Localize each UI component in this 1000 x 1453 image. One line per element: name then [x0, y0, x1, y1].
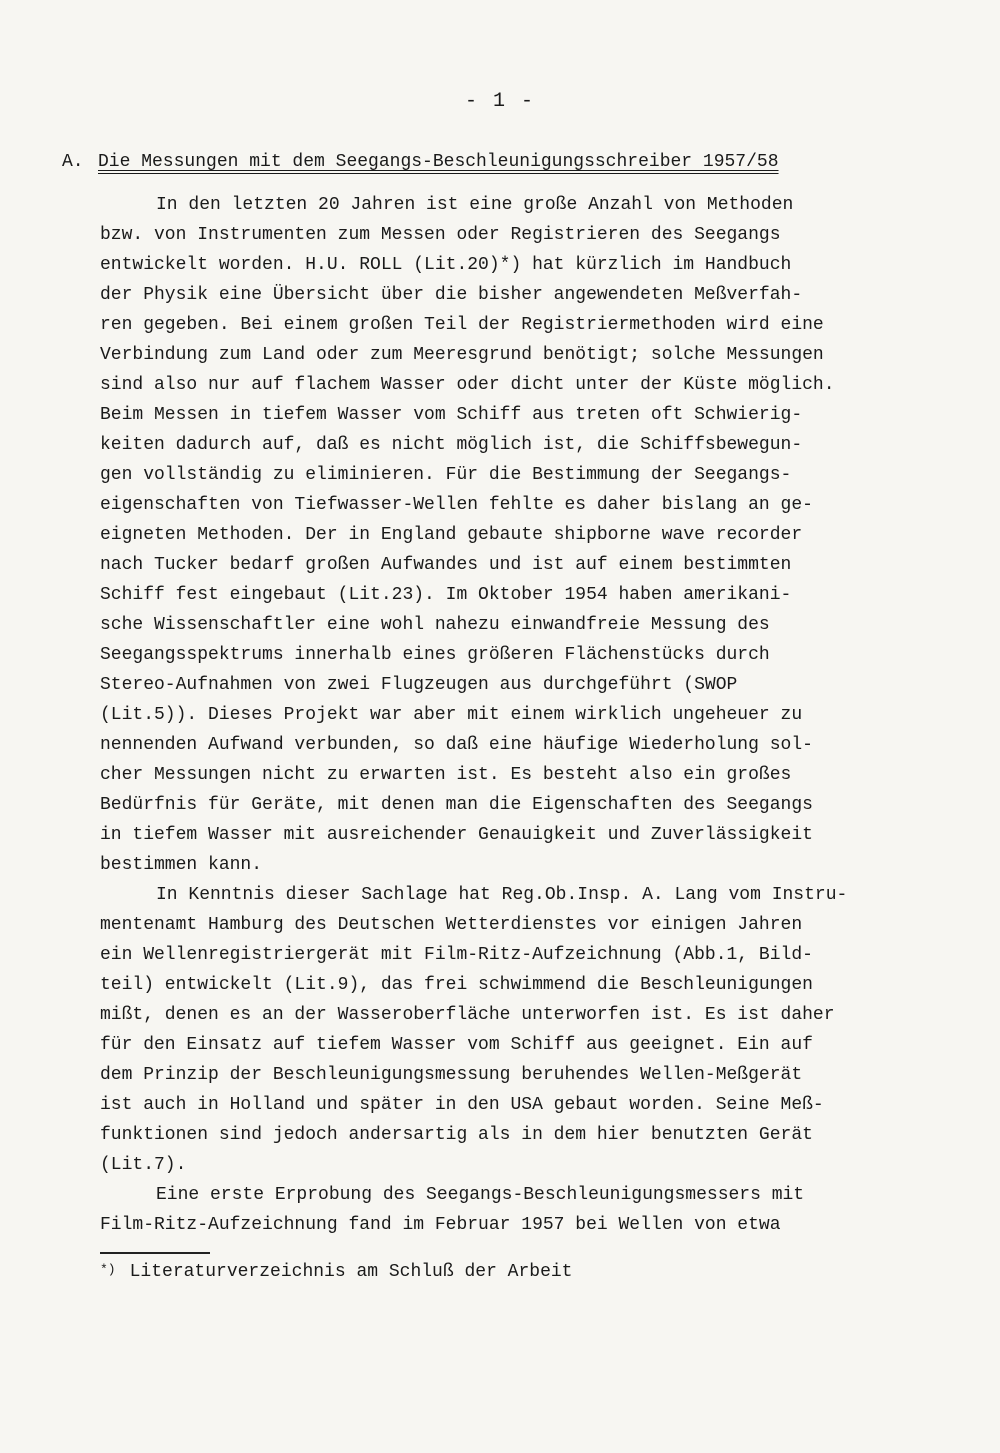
- text-line: keiten dadurch auf, daß es nicht möglich ist, die Schiffsbewegun-: [100, 435, 803, 455]
- body-text: [100, 190, 860, 1240]
- text-line: In den letzten 20 Jahren ist eine große Anzahl von Methoden: [156, 195, 794, 215]
- footnote-text: Literaturverzeichnis am Schluß der Arbeit: [129, 1262, 573, 1282]
- text-line: Stereo-Aufnahmen von zwei Flugzeugen aus durchgeführt (SWOP: [100, 675, 738, 695]
- text-line: (Lit.5)). Dieses Projekt war aber mit einem wirklich ungeheuer zu: [100, 705, 803, 725]
- paragraph: [100, 880, 860, 1180]
- text-line: Beim Messen in tiefem Wasser vom Schiff aus treten oft Schwierig-: [100, 405, 803, 425]
- text-line: eigneten Methoden. Der in England gebaute shipborne wave recorder: [100, 525, 803, 545]
- text-line: nach Tucker bedarf großen Aufwandes und ist auf einem bestimmten: [100, 555, 792, 575]
- text-line: bestimmen kann.: [100, 855, 263, 875]
- text-line: eigenschaften von Tiefwasser-Wellen fehlte es daher bislang an ge-: [100, 495, 813, 515]
- text-line: funktionen sind jedoch andersartig als in dem hier benutzten Gerät: [100, 1125, 813, 1145]
- footnote: [100, 1262, 572, 1282]
- text-line: bzw. von Instrumenten zum Messen oder Registrieren des Seegangs: [100, 225, 781, 245]
- paragraph: [100, 190, 860, 880]
- text-line: mentenamt Hamburg des Deutschen Wetterdienstes vor einigen Jahren: [100, 915, 803, 935]
- text-line: dem Prinzip der Beschleunigungsmessung beruhendes Wellen-Meßgerät: [100, 1065, 803, 1085]
- text-line: ren gegeben. Bei einem großen Teil der Registriermethoden wird eine: [100, 315, 824, 335]
- text-line: sind also nur auf flachem Wasser oder dicht unter der Küste möglich.: [100, 375, 835, 395]
- text-line: Schiff fest eingebaut (Lit.23). Im Oktober 1954 haben amerikani-: [100, 585, 792, 605]
- text-line: Eine erste Erprobung des Seegangs-Beschleunigungsmessers mit: [156, 1185, 805, 1205]
- text-line: der Physik eine Übersicht über die bisher angewendeten Meßverfah-: [100, 285, 803, 305]
- section-letter: A.: [62, 152, 84, 172]
- text-line: Verbindung zum Land oder zum Meeresgrund benötigt; solche Messungen: [100, 345, 824, 365]
- text-line: gen vollständig zu eliminieren. Für die Bestimmung der Seegangs-: [100, 465, 792, 485]
- text-line: Seegangsspektrums innerhalb eines größeren Flächenstücks durch: [100, 645, 770, 665]
- paragraph: [100, 1180, 860, 1240]
- text-line: sche Wissenschaftler eine wohl nahezu einwandfreie Messung des: [100, 615, 770, 635]
- page-number: - 1 -: [464, 90, 535, 113]
- section-title: Die Messungen mit dem Seegangs-Beschleunigungsschreiber 1957/58: [98, 152, 779, 172]
- text-line: entwickelt worden. H.U. ROLL (Lit.20)*) hat kürzlich im Handbuch: [100, 255, 792, 275]
- text-line: nennenden Aufwand verbunden, so daß eine häufige Wiederholung sol-: [100, 735, 813, 755]
- text-line: für den Einsatz auf tiefem Wasser vom Schiff aus geeignet. Ein auf: [100, 1035, 813, 1055]
- text-line: mißt, denen es an der Wasseroberfläche unterworfen ist. Es ist daher: [100, 1005, 835, 1025]
- text-line: In Kenntnis dieser Sachlage hat Reg.Ob.Insp. A. Lang vom Instru-: [156, 885, 848, 905]
- section-heading: [62, 152, 779, 172]
- text-line: in tiefem Wasser mit ausreichender Genauigkeit und Zuverlässigkeit: [100, 825, 813, 845]
- text-line: (Lit.7).: [100, 1155, 187, 1175]
- text-line: ist auch in Holland und später in den USA gebaut worden. Seine Meß-: [100, 1095, 824, 1115]
- footnote-divider: [100, 1252, 210, 1254]
- text-line: Bedürfnis für Geräte, mit denen man die Eigenschaften des Seegangs: [100, 795, 813, 815]
- paragraphs: [100, 190, 860, 1240]
- text-line: Film-Ritz-Aufzeichnung fand im Februar 1957 bei Wellen von etwa: [100, 1215, 781, 1235]
- text-line: ein Wellenregistriergerät mit Film-Ritz-Aufzeichnung (Abb.1, Bild-: [100, 945, 813, 965]
- footnote-marker: *): [100, 1262, 116, 1277]
- text-line: teil) entwickelt (Lit.9), das frei schwimmend die Beschleunigungen: [100, 975, 813, 995]
- text-line: cher Messungen nicht zu erwarten ist. Es besteht also ein großes: [100, 765, 792, 785]
